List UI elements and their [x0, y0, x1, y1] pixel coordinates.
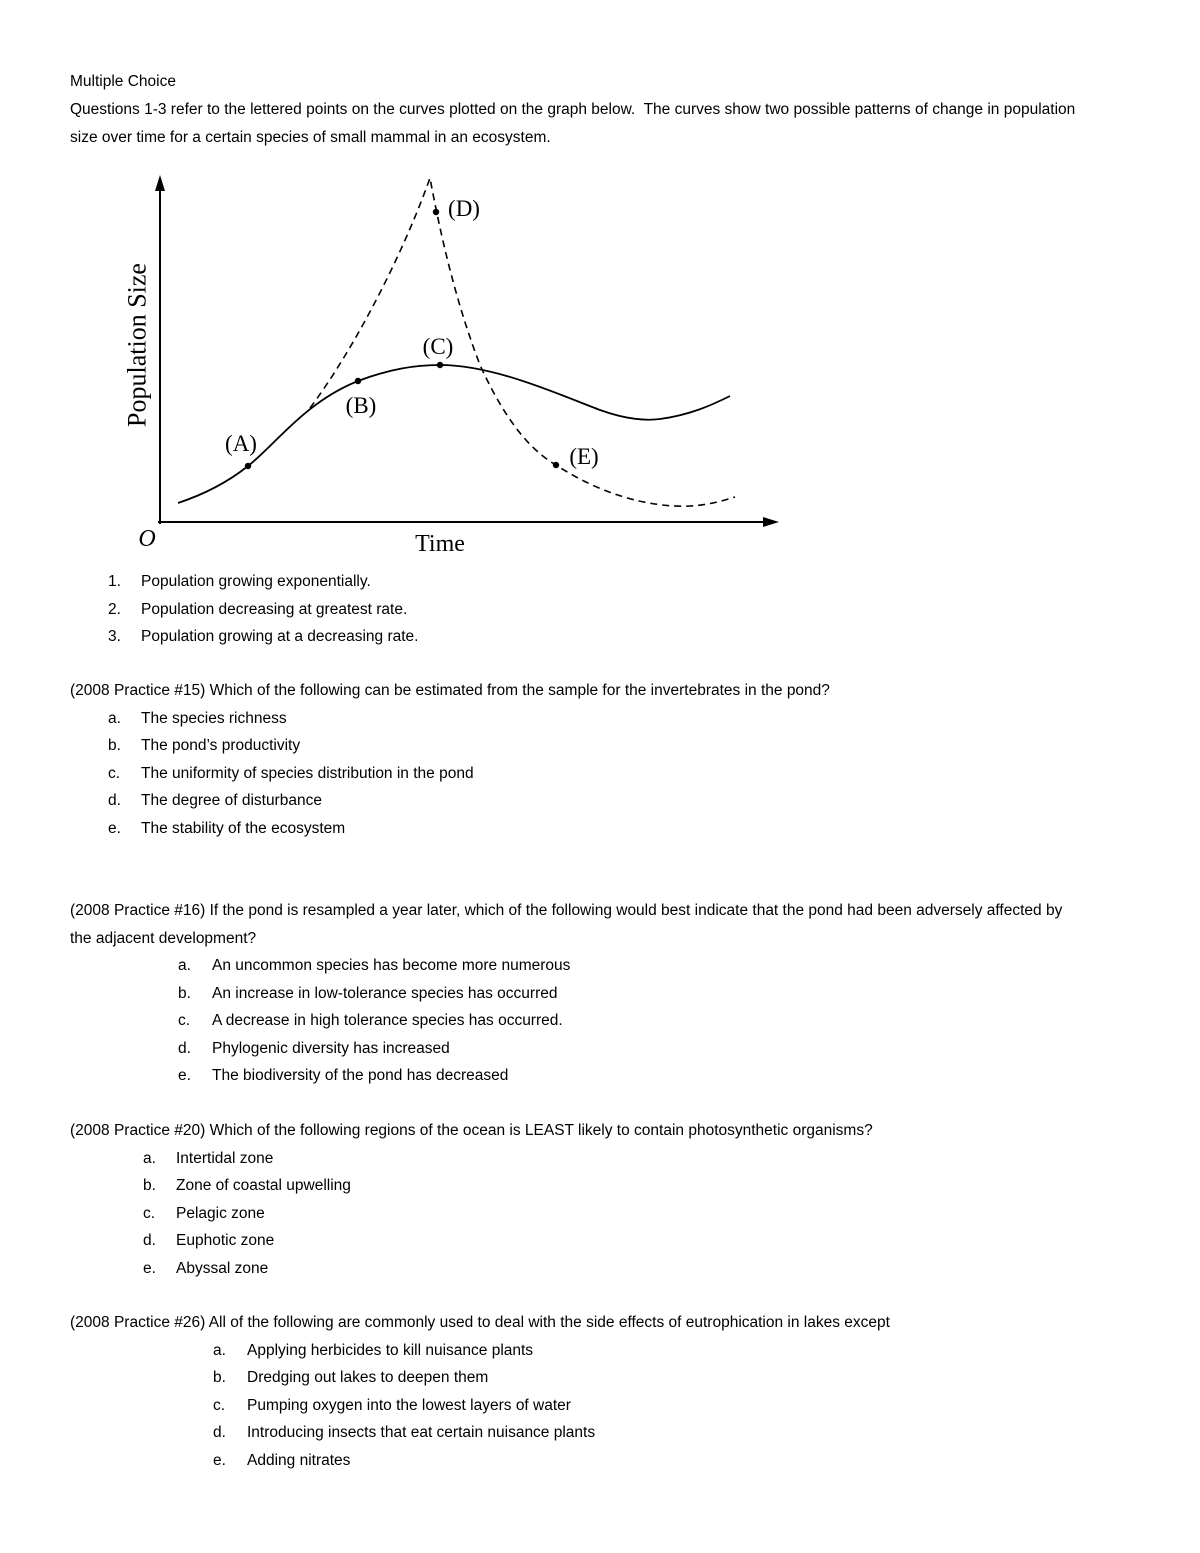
option-a: [70, 952, 1080, 980]
option-text: Euphotic zone: [176, 1232, 275, 1249]
option-letter: b.: [108, 737, 121, 754]
option-text: Pumping oxygen into the lowest layers of water: [247, 1396, 571, 1414]
list-item: [70, 596, 1080, 624]
question-stem: (2008 Practice #20) Which of the following regions of the ocean is LEAST likely to contain photosynthetic organisms?: [70, 1122, 873, 1139]
option-letter: d.: [108, 792, 121, 809]
y-axis-label: Population Size: [122, 263, 152, 427]
option-b: [70, 1172, 1080, 1200]
list-item: [70, 568, 1080, 596]
point-e-label: (E): [569, 444, 599, 469]
option-letter: e.: [143, 1259, 156, 1277]
point-a-label: (A): [225, 431, 257, 456]
option-text: The biodiversity of the pond has decreased: [212, 1067, 509, 1084]
option-text: A decrease in high tolerance species has occurred.: [212, 1012, 563, 1029]
list-text: Population growing at a decreasing rate.: [141, 628, 419, 645]
option-letter: d.: [213, 1424, 226, 1441]
list-item: [70, 623, 1080, 651]
option-b: [70, 1364, 1080, 1392]
option-text: Applying herbicides to kill nuisance plants: [247, 1341, 534, 1359]
y-axis-arrow: [155, 175, 165, 191]
option-letter: d.: [143, 1232, 156, 1249]
option-letter: c.: [178, 1012, 191, 1029]
option-e: [70, 815, 1080, 843]
option-text: An uncommon species has become more numerous: [212, 957, 571, 974]
question-stem: (2008 Practice #15) Which of the following can be estimated from the sample for the invertebrates in the pond?: [70, 682, 830, 699]
option-letter: e.: [108, 819, 121, 837]
solid-curve: [178, 365, 730, 503]
option-text: The degree of disturbance: [141, 792, 322, 809]
option-e: [70, 1255, 1080, 1283]
option-text: Phylogenic diversity has increased: [212, 1039, 450, 1057]
option-d: [70, 1227, 1080, 1255]
option-d: [70, 787, 1080, 815]
question-26: [70, 1309, 1080, 1474]
question-20: [70, 1117, 1080, 1282]
option-a: [70, 705, 1080, 733]
option-a: [70, 1337, 1080, 1365]
question-stem: (2008 Practice #26) All of the following are commonly used to deal with the side effects of eutrophication in lakes except: [70, 1314, 890, 1331]
option-text: An increase in low-tolerance species has occurred: [212, 984, 558, 1002]
option-letter: a.: [178, 957, 191, 974]
option-a: [70, 1145, 1080, 1173]
dashed-curve: [310, 178, 735, 506]
point-c-marker: [437, 362, 443, 368]
option-b: [70, 732, 1080, 760]
list-marker: 3.: [108, 628, 121, 645]
intro-paragraph: Questions 1-3 refer to the lettered points on the curves plotted on the graph below. The curves show two possible patterns of change in population size over time for a certain species of small mammal in an ecosystem.: [70, 101, 1080, 146]
list-text: Population growing exponentially.: [141, 573, 371, 590]
option-text: The uniformity of species distribution in the pond: [141, 764, 474, 782]
point-d-label: (D): [448, 196, 480, 221]
option-b: [70, 980, 1080, 1008]
option-letter: b.: [178, 984, 191, 1002]
list-text: Population decreasing at greatest rate.: [141, 600, 408, 618]
option-letter: e.: [213, 1451, 226, 1469]
question-15: [70, 677, 1080, 842]
option-c: [70, 1007, 1080, 1035]
section-heading: Multiple Choice: [70, 73, 176, 90]
option-text: The species richness: [141, 709, 287, 727]
list-marker: 1.: [108, 573, 121, 590]
option-text: Zone of coastal upwelling: [176, 1177, 351, 1194]
option-text: Abyssal zone: [176, 1259, 269, 1277]
option-c: [70, 1200, 1080, 1228]
option-letter: c.: [213, 1396, 226, 1414]
option-c: [70, 1392, 1080, 1420]
option-e: [70, 1062, 1080, 1090]
list-marker: 2.: [108, 600, 121, 618]
option-e: [70, 1447, 1080, 1475]
option-d: [70, 1419, 1080, 1447]
population-graph: [100, 160, 800, 560]
option-text: The stability of the ecosystem: [141, 819, 346, 837]
point-b-label: (B): [345, 393, 377, 418]
option-letter: c.: [143, 1204, 156, 1222]
x-axis-arrow: [763, 517, 779, 527]
option-letter: a.: [108, 709, 121, 727]
option-letter: e.: [178, 1067, 191, 1084]
option-text: Adding nitrates: [247, 1451, 351, 1469]
option-text: Introducing insects that eat certain nuisance plants: [247, 1424, 596, 1441]
question-16: [70, 897, 1080, 1090]
option-text: Intertidal zone: [176, 1149, 274, 1167]
point-c-label: (C): [422, 334, 454, 359]
option-d: [70, 1035, 1080, 1063]
origin-label: O: [138, 526, 156, 552]
option-c: [70, 760, 1080, 788]
option-text: The pond’s productivity: [141, 737, 301, 754]
point-d-marker: [433, 209, 439, 215]
option-letter: b.: [143, 1177, 156, 1194]
point-a-marker: [245, 463, 251, 469]
option-letter: a.: [213, 1341, 226, 1359]
option-text: Pelagic zone: [176, 1204, 265, 1222]
point-e-marker: [553, 462, 559, 468]
question-stem: (2008 Practice #16) If the pond is resampled a year later, which of the following would best indicate that the pond had been adversely affected by the adjacent development?: [70, 902, 1067, 947]
option-letter: b.: [213, 1369, 226, 1386]
option-letter: a.: [143, 1149, 156, 1167]
numbered-list: [70, 568, 1080, 651]
x-axis-label: Time: [415, 531, 465, 557]
option-text: Dredging out lakes to deepen them: [247, 1369, 489, 1386]
option-letter: d.: [178, 1039, 191, 1057]
option-letter: c.: [108, 764, 121, 782]
point-b-marker: [355, 378, 361, 384]
